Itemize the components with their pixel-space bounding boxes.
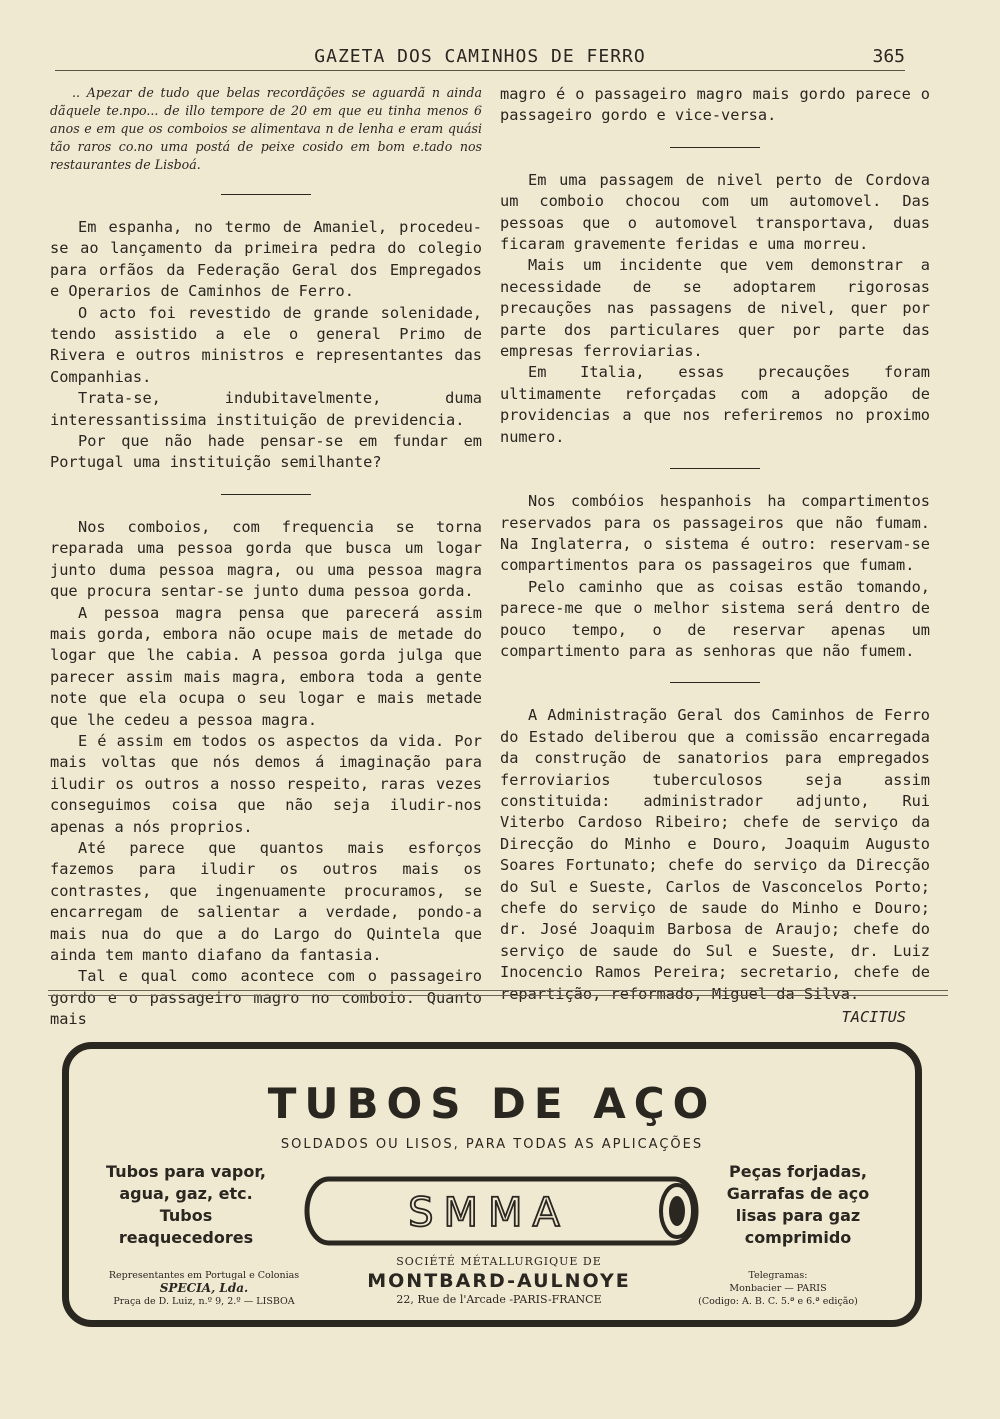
- ad-product-line: comprimido: [744, 1228, 852, 1247]
- ad-product-line: agua, gaz, etc.: [119, 1184, 253, 1203]
- ad-subheadline: SOLDADOS OU LISOS, PARA TODAS AS APLICAÇÕES: [280, 1137, 704, 1152]
- paragraph: Trata-se, indubitavelmente, duma interessantissima instituição de previdencia.: [50, 389, 482, 429]
- paragraph: O acto foi revestido de grande solenidade, tendo assistido a ele o general Primo de Rivera e outros ministros e representantes das Companhias.: [50, 303, 482, 386]
- page-number: 365: [872, 46, 905, 67]
- paragraph: Em Italia, essas precauções foram ultimamente reforçadas com a adopção de providencias a que nos referiremos no proximo numero.: [500, 363, 930, 446]
- quoted-passage: .. Apezar de tudo que belas recordãções se aguardã n ainda dãquele te.npo... de illo tempore de 20 em que eu tinha menos 6 anos e em que os comboios se alimentava n de lenha e eram quási tão raros co.no uma postá de peixe cosido em bom e.tado nos restaurantes de Lisboá.: [50, 85, 482, 172]
- page-divider: [48, 990, 948, 991]
- article-sanatorios: [500, 705, 930, 1005]
- page-header: [55, 44, 905, 71]
- paragraph: Pelo caminho que as coisas estão tomando, parece-me que o melhor sistema será dentro de pouco tempo, o de reservar apenas um compartimento para as senhoras que não fumem.: [500, 577, 930, 660]
- company-line: SOCIÉTÉ MÉTALLURGIQUE DE: [396, 1255, 602, 1268]
- section-rule: [670, 147, 760, 148]
- section-rule: [221, 194, 311, 195]
- paragraph: Em espanha, no termo de Amaniel, procedeu-se ao lançamento da primeira pedra do colegio para orfãos da Federação Geral dos Empregados e Operarios de Caminhos de Ferro.: [50, 218, 482, 301]
- paragraph-continuation: magro é o passageiro magro mais gordo parece o passageiro gordo e vice-versa.: [500, 85, 930, 125]
- paragraph: Até parece que quantos mais esforços fazemos para iludir os outros mais os contrastes, que ingenuamente procuramos, se encarregam de salientar a verdade, pondo-a mais nua do que a do Largo do Quintela que ainda tem manto diafano da fantasia.: [50, 838, 482, 964]
- ad-company: [329, 1255, 669, 1306]
- ad-telegrams: [663, 1269, 893, 1308]
- paragraph: E é assim em todos os aspectos da vida. Por mais voltas que nós demos á imaginação para iludir os outros a nosso respeito, raras vezes conseguimos coisa que não seja iludir-nos apenas a nós proprios.: [50, 731, 482, 836]
- paragraph: Por que não hade pensar-se em fundar em Portugal uma instituição semilhante?: [50, 432, 482, 472]
- ad-product-line: Garrafas de aço: [726, 1184, 870, 1203]
- right-column: [500, 84, 930, 1028]
- rep-firm: SPECIA, Lda.: [159, 1281, 249, 1295]
- paragraph: A pessoa magra pensa que parecerá assim mais gorda, embora não ocupe mais de metade do logar que lhe cabia. A pessoa gorda julga que parecer assim mais magra, embora toda a gente note que ela ocupa o seu logar e mais metade que lhe cedeu a pessoa magra.: [50, 603, 482, 729]
- author-signature: TACITUS: [841, 1008, 906, 1027]
- steel-tube-illustration: [289, 1171, 709, 1251]
- article-colegio-orfaos: [50, 217, 482, 474]
- article-passagem-nivel: [500, 170, 930, 448]
- ad-left-products: [91, 1161, 281, 1249]
- section-rule: [670, 468, 760, 469]
- advertisement-tubos-de-aco: [62, 1042, 922, 1327]
- ad-headline: TUBOS DE AÇO: [267, 1079, 717, 1128]
- rep-label: Representantes em Portugal e Colonias: [108, 1270, 300, 1281]
- left-column: [50, 84, 482, 1031]
- telegram-address: Monbacier — PARIS: [729, 1283, 827, 1294]
- publication-title: GAZETA DOS CAMINHOS DE FERRO: [314, 46, 646, 67]
- paragraph: Em uma passagem de nivel perto de Cordova um comboio chocou com um automovel. Das pessoas que o automovel transportava, duas ficaram gravemente feridas e uma morreu.: [500, 170, 930, 254]
- ad-product-line: Tubos: [159, 1206, 213, 1225]
- article-pessoa-gorda-magra: [50, 517, 482, 1031]
- ad-product-line: Tubos para vapor,: [106, 1162, 266, 1181]
- telegram-code: (Codigo: A. B. C. 5.ª e 6.ª edição): [698, 1296, 858, 1307]
- paragraph: Mais um incidente que vem demonstrar a necessidade de se adoptarem rigorosas precauções nas passagens de nivel, quer por parte dos particulares quer por parte das empresas ferroviarias.: [500, 256, 930, 361]
- ad-product-line: reaquecedores: [118, 1228, 254, 1247]
- page-divider: [48, 995, 948, 996]
- company-name: MONTBARD-AULNOYE: [367, 1270, 631, 1292]
- ad-brand: SMMA: [408, 1190, 570, 1236]
- paragraph: Nos comboios, com frequencia se torna reparada uma pessoa gorda que busca um logar junto duma pessoa magra, ou uma pessoa magra que procura sentar-se junto duma pessoa gorda.: [50, 517, 482, 601]
- company-address: 22, Rue de l'Arcade -PARIS-FRANCE: [396, 1293, 602, 1306]
- paragraph: A Administração Geral dos Caminhos de Ferro do Estado deliberou que a comissão encarregada da construção de sanatorios para empregados ferroviarios tuberculosos seja assim constituida: administrador adjunto, Rui Viterbo Cardoso Ribeiro; chefe de serviço da Direcção do Minho e Douro, Joaquim Augusto Soares Fortunato; chefe do serviço da Direcção do Sul e Sueste, Carlos de Vasconcelos Porto; chefe do serviço de saude do Minho e Douro; dr. José Joaquim Barbosa de Araujo; chefe do serviço de saude do Sul e Sueste, dr. Luiz Inocencio Ramos Pereira; secretario, chefe de repartição, reformado, Miguel da Silva.: [500, 706, 930, 1003]
- paragraph: Tal e qual como acontece com o passageiro gordo e o passageiro magro no comboio. Quanto mais: [50, 967, 482, 1029]
- paragraph: Nos combóios hespanhois ha compartimentos reservados para os passageiros que não fumam. Na Inglaterra, o sistema é outro: reservam-se compartimentos para os passageiros que fumam.: [500, 492, 930, 575]
- telegram-label: Telegramas:: [748, 1270, 808, 1281]
- article-compartimentos-fumadores: [500, 491, 930, 662]
- rep-address: Praça de D. Luiz, n.º 9, 2.º — LISBOA: [113, 1296, 295, 1307]
- ad-right-products: [703, 1161, 893, 1249]
- section-rule: [670, 682, 760, 683]
- ad-representatives: [89, 1269, 319, 1308]
- tube-bore: [669, 1196, 685, 1226]
- ad-product-line: lisas para gaz: [735, 1206, 861, 1225]
- ad-product-line: Peças forjadas,: [729, 1162, 867, 1181]
- section-rule: [221, 494, 311, 495]
